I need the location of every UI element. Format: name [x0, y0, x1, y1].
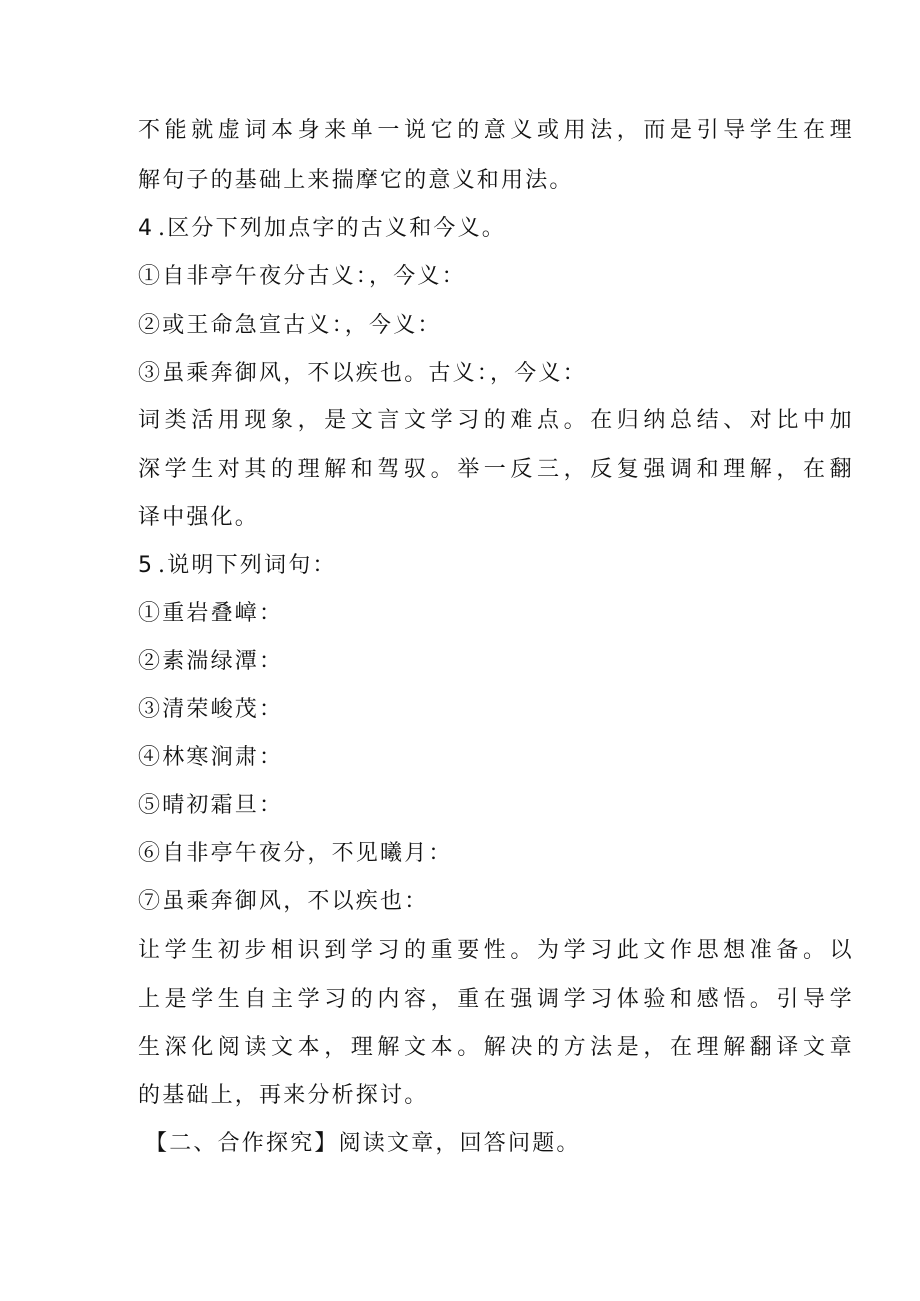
- question-5-item-3: ③清荣峻茂：: [138, 697, 284, 722]
- question-5-heading: [138, 551, 778, 581]
- question-5-item-1: ①重岩叠嶂：: [138, 601, 284, 626]
- paragraph-2-line-2: 深学生对其的理解和驾驭。举一反三，反复强调和理解，在翻: [138, 457, 857, 482]
- question-4-item-1: ①自非亭午夜分古义：，今义：: [138, 264, 466, 289]
- section-heading-cooperative-inquiry: 【二、合作探究】阅读文章，回答问题。: [145, 1131, 581, 1156]
- question-5-item-5: ⑤晴初霜旦：: [138, 793, 284, 818]
- question-5-item-4: ④林寒涧肃：: [138, 745, 284, 770]
- question-5-text: .说明下列词句：: [158, 553, 337, 578]
- paragraph-1-line-1: 不能就虚词本身来单一说它的意义或用法，而是引导学生在理: [138, 118, 857, 143]
- paragraph-2-line-3: 译中强化。: [138, 505, 260, 530]
- paragraph-2-line-1: 词类活用现象，是文言文学习的难点。在归纳总结、对比中加: [138, 408, 857, 433]
- question-4-text: .区分下列加点字的古义和今义。: [158, 216, 506, 241]
- paragraph-3-line-4: 的基础上，再来分析探讨。: [138, 1083, 429, 1108]
- paragraph-3-line-2: 上是学生自主学习的内容，重在强调学习体验和感悟。引导学: [138, 987, 857, 1012]
- paragraph-1-line-2: 解句子的基础上来揣摩它的意义和用法。: [138, 168, 574, 193]
- question-5-item-2: ②素湍绿潭：: [138, 649, 284, 674]
- question-5-item-7: ⑦虽乘奔御风，不以疾也：: [138, 889, 429, 914]
- question-4-item-3: ③虽乘奔御风，不以疾也。古义：，今义：: [138, 361, 587, 386]
- question-4-number: 4: [138, 216, 158, 241]
- question-5-item-6: ⑥自非亭午夜分，不见曦月：: [138, 841, 453, 866]
- question-4-heading: [138, 214, 778, 244]
- question-5-number: 5: [138, 553, 158, 578]
- paragraph-3-line-3: 生深化阅读文本，理解文本。解决的方法是，在理解翻译文章: [138, 1035, 857, 1060]
- paragraph-3-line-1: 让学生初步相识到学习的重要性。为学习此文作思想准备。以: [138, 938, 857, 963]
- question-4-item-2: ②或王命急宣古义：，今义：: [138, 313, 442, 338]
